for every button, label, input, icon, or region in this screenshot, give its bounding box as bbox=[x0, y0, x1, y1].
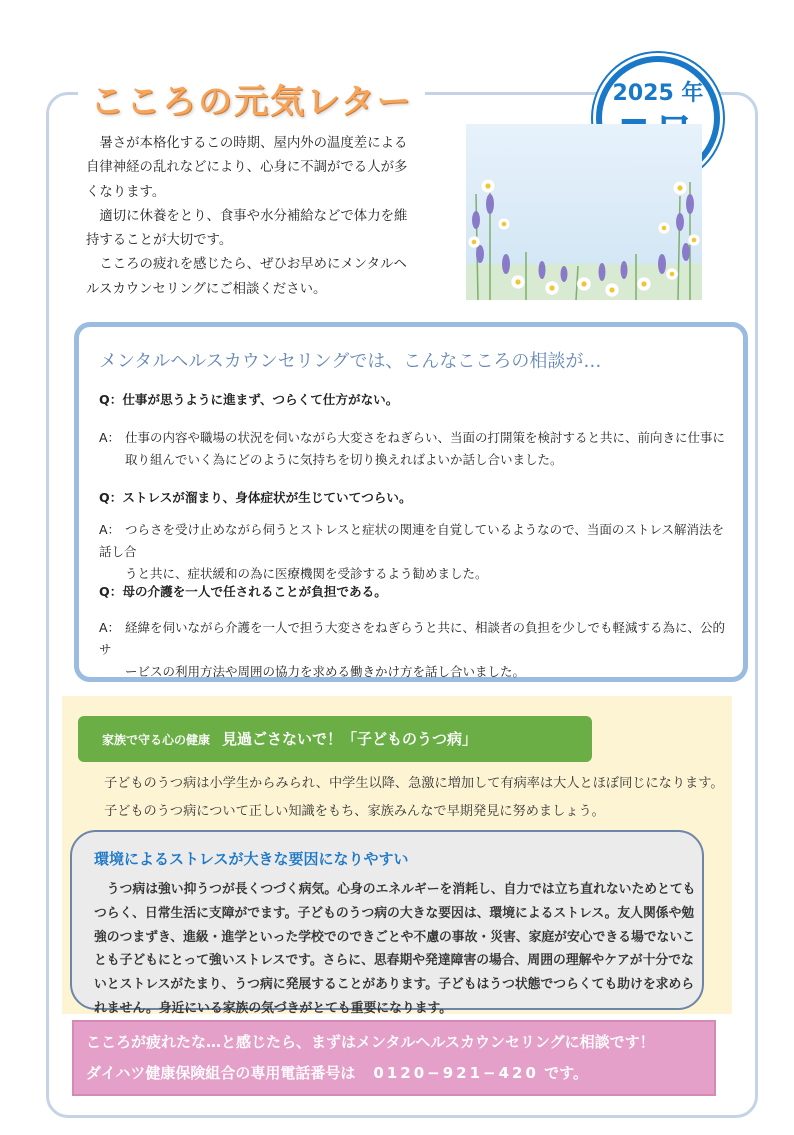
children-depression-section bbox=[62, 696, 732, 1014]
section-line: 子どものうつ病は小学生からみられ、中学生以降、急激に増加して有病率は大人とほぼ同じになります。 bbox=[104, 776, 724, 791]
qa-heading: メンタルヘルスカウンセリングでは、こんなこころの相談が… bbox=[99, 351, 602, 372]
phone-suffix: です。 bbox=[544, 1064, 588, 1082]
question-text: ストレスが溜まり、身体症状が生じていてつらい。 bbox=[122, 490, 412, 505]
answer-block bbox=[99, 427, 729, 471]
flower-illustration-icon bbox=[466, 124, 702, 300]
intro-text bbox=[86, 132, 418, 302]
banner-main-label: 見過ごさないで！「子どものうつ病」 bbox=[222, 730, 478, 748]
phone-number[interactable]: 0120−921−420 bbox=[373, 1064, 539, 1082]
q-prefix: Q： bbox=[99, 392, 123, 407]
box-heading: 環境によるストレスが大きな要因になりやすい bbox=[94, 850, 409, 868]
badge-year: 2025 年 bbox=[612, 81, 704, 106]
intro-paragraph: 暑さが本格化するこの時期、屋内外の温度差による自律神経の乱れなどにより、心身に不調がでる人が多くなります。 bbox=[86, 136, 408, 200]
section-banner bbox=[78, 716, 592, 762]
question-text: 母の介護を一人で任されることが負担である。 bbox=[122, 584, 387, 599]
qa-box bbox=[74, 322, 748, 682]
a-prefix: A： bbox=[99, 522, 121, 537]
answer-text-cont: 取り組んでいく為にどのように気持ちを切り換えればよいか話し合いました。 bbox=[125, 452, 563, 467]
page-title: こころの元気レター bbox=[78, 74, 425, 123]
intro-paragraph: 適切に休養をとり、食事や水分補給などで体力を維持することが大切です。 bbox=[86, 208, 408, 249]
answer-block bbox=[99, 519, 729, 585]
a-prefix: A： bbox=[99, 620, 121, 635]
q-prefix: Q： bbox=[99, 490, 123, 505]
box-paragraph: うつ病は強い抑うつが長くつづく病気。心身のエネルギーを消耗し、自力では立ち直れないためとてもつらく、日常生活に支障がでます。子どものうつ病の大きな要因は、環境によるストレス。友人関係や勉強のつまずき、進級・進学といった学校でのできごとや不慮の事故・災害、家庭が安心できる場でないことも子どもにとって強いストレスです。さらに、思春期や発達障害の場合、周囲の理解やケアが十分でないとストレスがたまり、うつ病に発展することがあります。子どもはうつ状態でつらくても助けを求められません。身近にいる家族の気づきがとても重要になります。 bbox=[94, 882, 696, 1016]
contact-banner bbox=[72, 1020, 716, 1096]
contact-phone-line bbox=[86, 1062, 588, 1083]
box-body bbox=[94, 878, 700, 1021]
phone-label: ダイハツ健康保険組合の専用電話番号は bbox=[86, 1064, 356, 1082]
q-prefix: Q： bbox=[99, 584, 123, 599]
banner-small-label: 家族で守る心の健康 bbox=[102, 733, 211, 747]
contact-line: こころが疲れたな…と感じたら、まずはメンタルヘルスカウンセリングに相談です！ bbox=[86, 1033, 655, 1051]
question-line bbox=[99, 581, 387, 600]
answer-text: 仕事の内容や職場の状況を伺いながら大変さをねぎらい、当面の打開策を検討すると共に、前向きに仕事に bbox=[125, 430, 726, 445]
answer-text: 経緯を伺いながら介護を一人で担う大変さをねぎらうと共に、相談者の負担を少しでも軽減する為に、公的サ bbox=[99, 620, 726, 657]
section-line: 子どものうつ病について正しい知識をもち、家族みんなで早期発見に努めましょう。 bbox=[104, 804, 605, 819]
answer-block bbox=[99, 617, 729, 683]
intro-paragraph: こころの疲れを感じたら、ぜひお早めにメンタルヘルスカウンセリングにご相談ください。 bbox=[86, 257, 407, 297]
a-prefix: A： bbox=[99, 430, 121, 445]
answer-text-cont: ービスの利用方法や周囲の協力を求める働きかけ方を話し合いました。 bbox=[125, 664, 526, 679]
question-line bbox=[99, 389, 398, 408]
answer-text: つらさを受け止めながら伺うとストレスと症状の関連を自覚しているようなので、当面のストレス解消法を話し合 bbox=[99, 522, 725, 559]
answer-text-cont: うと共に、症状緩和の為に医療機関を受診するよう勧めました。 bbox=[125, 566, 488, 581]
question-line bbox=[99, 487, 412, 506]
stress-info-box bbox=[70, 830, 704, 1016]
question-text: 仕事が思うように進まず、つらくて仕方がない。 bbox=[122, 392, 399, 407]
